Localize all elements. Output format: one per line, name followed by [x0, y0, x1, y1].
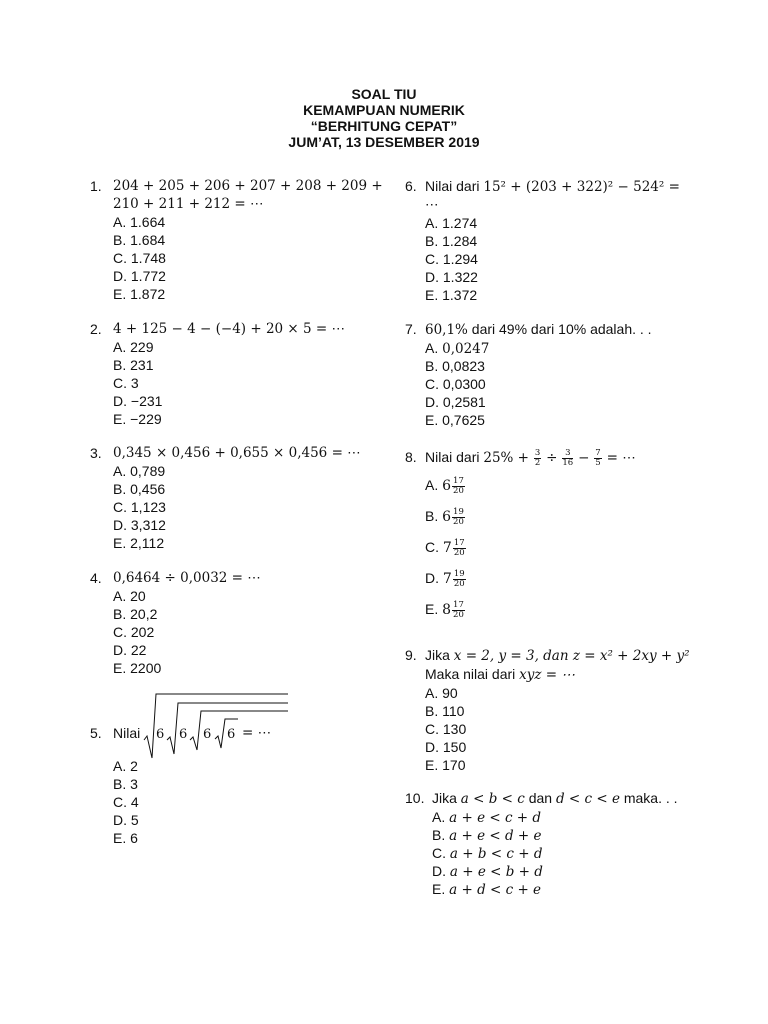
- numerator: 17: [453, 599, 464, 610]
- denominator: 20: [453, 516, 464, 527]
- option-c[interactable]: C. 130: [425, 721, 467, 737]
- option-label: C.: [432, 845, 446, 861]
- operator: −: [578, 450, 590, 466]
- option-e[interactable]: E. 2,112: [113, 535, 165, 551]
- option-a[interactable]: [425, 470, 636, 501]
- radical-digit: 6: [227, 727, 236, 742]
- option-e[interactable]: E. 1.372: [425, 287, 478, 303]
- question-number: 8.: [405, 449, 417, 465]
- option-label: A.: [425, 476, 439, 493]
- option-a[interactable]: [425, 339, 652, 357]
- option-expression: a + e < d + e: [449, 828, 542, 844]
- fraction: [453, 539, 466, 558]
- radical-digit: 6: [179, 727, 188, 742]
- option-whole: 6: [442, 508, 452, 525]
- option-whole: 8: [442, 601, 452, 618]
- option-expression: a + e < b + d: [449, 864, 543, 880]
- option-d[interactable]: D. −231: [113, 393, 163, 409]
- question-text: 210 + 211 + 212 = ⋯: [113, 196, 264, 212]
- question-number: 3.: [90, 445, 102, 461]
- question-expression: x = 2, y = 3, dan z = x² + 2xy + y²: [453, 648, 690, 664]
- option-d[interactable]: D. 5: [113, 812, 139, 828]
- question-number: 9.: [405, 647, 417, 663]
- option-whole: 7: [442, 539, 452, 556]
- option-a[interactable]: A. 0,789: [113, 463, 166, 479]
- option-a[interactable]: A. 2: [113, 758, 138, 774]
- option-a[interactable]: A. 90: [425, 685, 458, 701]
- numerator: 7: [595, 447, 601, 458]
- numerator: 3: [534, 447, 541, 458]
- option-b[interactable]: B. 110: [425, 703, 465, 719]
- option-b[interactable]: B. 231: [113, 357, 154, 373]
- question-prefix: Nilai dari: [425, 449, 480, 465]
- question-number: 4.: [90, 570, 102, 586]
- header-date: JUM’AT, 13 DESEMBER 2019: [288, 134, 480, 150]
- option-a[interactable]: [432, 808, 678, 826]
- option-e[interactable]: E. 6: [113, 830, 138, 846]
- question-end: = ⋯: [606, 450, 636, 466]
- option-b[interactable]: B. 3: [113, 776, 138, 792]
- option-value: 0,0247: [442, 341, 490, 357]
- option-d[interactable]: D. 150: [425, 739, 467, 755]
- question-text: 0,345 × 0,456 + 0,655 × 0,456 = ⋯: [113, 445, 361, 461]
- option-e[interactable]: E. 170: [425, 757, 466, 773]
- option-c[interactable]: [432, 844, 678, 862]
- option-b[interactable]: B. 0,456: [113, 481, 166, 497]
- option-b[interactable]: B. 0,0823: [425, 358, 485, 374]
- option-b[interactable]: B. 1.284: [425, 233, 478, 249]
- numerator: 17: [453, 537, 465, 548]
- question-text: dan: [528, 790, 553, 806]
- fraction: [534, 449, 541, 468]
- question-text: 4 + 125 − 4 − (−4) + 20 × 5 = ⋯: [113, 321, 346, 337]
- option-a[interactable]: A. 229: [113, 339, 154, 355]
- option-d[interactable]: [425, 563, 636, 594]
- option-b[interactable]: [432, 826, 678, 844]
- question-prefix: Nilai dari: [425, 178, 480, 194]
- radical-digit: 6: [203, 727, 212, 742]
- numerator: 17: [453, 475, 464, 486]
- option-expression: a + e < c + d: [449, 810, 542, 826]
- denominator: 5: [595, 457, 601, 468]
- option-c[interactable]: C. 4: [113, 794, 139, 810]
- option-e[interactable]: E. 2200: [113, 660, 162, 676]
- option-label: C.: [425, 538, 439, 555]
- option-e[interactable]: [432, 880, 678, 898]
- option-whole: 7: [442, 570, 452, 587]
- question-expression: xyz = ⋯: [519, 667, 575, 683]
- question-expression: 60,1%: [425, 322, 468, 338]
- option-a[interactable]: A. 1.664: [113, 214, 166, 230]
- question-prefix: Jika: [432, 790, 457, 806]
- question-number: 1.: [90, 178, 102, 194]
- option-e[interactable]: E. 1.872: [113, 286, 166, 302]
- question-suffix: = ⋯: [242, 725, 272, 741]
- option-b[interactable]: B. 1.684: [113, 232, 166, 248]
- radical-digit: 6: [156, 727, 165, 742]
- option-label: A.: [425, 340, 439, 356]
- question-5: [90, 690, 390, 850]
- option-d[interactable]: [432, 862, 678, 880]
- option-label: B.: [432, 827, 446, 843]
- denominator: 20: [453, 609, 464, 620]
- option-label: E.: [425, 600, 439, 617]
- numerator: 3: [562, 449, 573, 459]
- fraction: [452, 477, 465, 496]
- header-topic: “BERHITUNG CEPAT”: [310, 118, 458, 134]
- question-expression: a < b < c: [460, 791, 525, 807]
- question-text: 204 + 205 + 206 + 207 + 208 + 209 +: [113, 178, 383, 194]
- question-number: 5.: [90, 725, 102, 741]
- option-b[interactable]: [425, 501, 636, 532]
- question-number: 6.: [405, 178, 417, 194]
- question-text: dari 49% dari 10% adalah. . .: [471, 321, 652, 337]
- fraction: [453, 570, 466, 589]
- option-expression: a + b < c + d: [449, 846, 543, 862]
- fraction: [452, 601, 465, 620]
- denominator: 16: [562, 457, 574, 468]
- question-text: ⋯: [425, 197, 439, 213]
- option-label: B.: [425, 507, 439, 524]
- question-text: Maka nilai dari: [425, 666, 516, 682]
- fraction: [452, 508, 465, 527]
- option-b[interactable]: B. 20,2: [113, 606, 158, 622]
- option-label: A.: [432, 809, 446, 825]
- question-text: 0,6464 ÷ 0,0032 = ⋯: [113, 570, 261, 586]
- denominator: 20: [453, 485, 464, 496]
- question-end: maka. . .: [623, 790, 678, 806]
- option-c[interactable]: C. 3: [113, 375, 139, 391]
- fraction: [562, 449, 573, 468]
- question-prefix: Jika: [425, 647, 450, 663]
- option-d[interactable]: D. 3,312: [113, 517, 166, 533]
- question-number: 10.: [405, 790, 425, 806]
- option-expression: a + d < c + e: [449, 882, 542, 898]
- option-c[interactable]: C. 0,0300: [425, 376, 486, 392]
- document-header: [0, 86, 768, 150]
- header-title: SOAL TIU: [351, 86, 417, 102]
- option-whole: 6: [442, 477, 452, 494]
- question-number: 2.: [90, 321, 102, 337]
- denominator: 20: [453, 547, 465, 558]
- option-c[interactable]: C. 1.294: [425, 251, 478, 267]
- question-number: 7.: [405, 321, 417, 337]
- operator: ÷: [546, 450, 558, 466]
- option-d[interactable]: D. 0,2581: [425, 394, 486, 410]
- option-label: D.: [425, 569, 439, 586]
- option-e[interactable]: E. −229: [113, 411, 162, 427]
- question-expression: d < c < e: [555, 791, 620, 807]
- option-c[interactable]: C. 1,123: [113, 499, 166, 515]
- numerator: 19: [453, 568, 465, 579]
- option-a[interactable]: A. 20: [113, 588, 146, 604]
- denominator: 20: [453, 578, 465, 589]
- option-d[interactable]: D. 1.322: [425, 269, 478, 285]
- option-c[interactable]: [425, 532, 636, 563]
- option-a[interactable]: A. 1.274: [425, 215, 478, 231]
- option-label: D.: [432, 863, 446, 879]
- option-e[interactable]: E. 0,7625: [425, 412, 485, 428]
- option-c[interactable]: C. 202: [113, 624, 155, 640]
- question-prefix: Nilai: [113, 725, 141, 741]
- option-d[interactable]: D. 22: [113, 642, 147, 658]
- question-term: 25% +: [483, 450, 529, 466]
- header-subtitle: KEMAMPUAN NUMERIK: [303, 102, 465, 118]
- numerator: 19: [453, 506, 464, 517]
- option-c[interactable]: C. 1.748: [113, 250, 166, 266]
- question-expression: 15² + (203 + 322)² − 524² =: [483, 179, 680, 195]
- option-e[interactable]: [425, 594, 636, 625]
- denominator: 2: [534, 457, 541, 468]
- option-d[interactable]: D. 1.772: [113, 268, 166, 284]
- option-label: E.: [432, 881, 446, 897]
- fraction: [594, 449, 601, 468]
